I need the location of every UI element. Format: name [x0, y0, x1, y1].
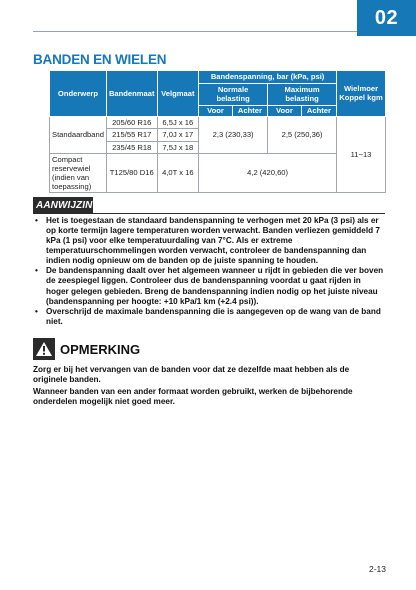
- chapter-tab: 02: [357, 0, 416, 36]
- list-item-text: Het is toegestaan de standaard bandenspanning te verhogen met 20 kPa (3 psi) als er op korte termijn lagere temperaturen worden verwacht. Banden verliezen gemiddeld 7 kPa (1 psi) voor elke temperatuurdaling van 7°C. Als er extreme temperatuurschommelingen worden verwacht, controleer de bandenspanning dan indien nodig opnieuw om de banden op de juiste spanning te houden.: [46, 216, 380, 266]
- note-heading: [33, 338, 140, 360]
- list-item-text: De bandenspanning daalt over het algemeen wanneer u rijdt in gebieden die ver boven de zeespiegel liggen. Controleer dus de bandenspanning voordat u gaat rijden in hoger gelegen gebieden. Breng de bandenspanning indien nodig op het juiste niveau (bandenspanning per hoogte: +10 kPa/1 km (+2.4 psi)).: [46, 266, 384, 306]
- table-row: [50, 153, 386, 192]
- cell-bandenmaat: 215/55 R17: [106, 129, 157, 141]
- warning-divider: [33, 213, 385, 214]
- table-row: [50, 117, 386, 129]
- note-paragraph: Zorg er bij het vervangen van de banden voor dat ze dezelfde maat hebben als de originele banden.: [33, 365, 350, 385]
- header-maximum: Maximum belasting: [268, 84, 337, 106]
- header-achter-normale: Achter: [232, 106, 267, 117]
- cell-compact-spanning: 4,2 (420,60): [199, 153, 337, 192]
- header-velgmaat: Velgmaat: [157, 71, 199, 117]
- cell-maximum-spanning: 2,5 (250,36): [268, 117, 337, 153]
- warning-triangle-icon: [33, 338, 55, 360]
- cell-bandenmaat: 205/60 R16: [106, 117, 157, 129]
- cell-compact-velgmaat: 4,0T x 16: [157, 153, 199, 192]
- list-item: [33, 266, 385, 306]
- bullet-icon: •: [35, 306, 38, 316]
- cell-velgmaat: 7,5J x 18: [157, 141, 199, 153]
- header-voor-maximum: Voor: [268, 106, 302, 117]
- tire-spec-table: [49, 70, 386, 193]
- header-normale: Normale belasting: [199, 84, 268, 106]
- page-number: 2-13: [368, 564, 386, 574]
- cell-bandenmaat: 235/45 R18: [106, 141, 157, 153]
- cell-velgmaat: 7,0J x 17: [157, 129, 199, 141]
- list-item: [33, 307, 385, 327]
- header-bandenspanning: Bandenspanning, bar (kPa, psi): [199, 71, 337, 84]
- list-item-text: Overschrijd de maximale bandenspanning die is aangegeven op de wang van de band niet.: [46, 306, 381, 326]
- cell-normale-spanning: 2,3 (230,33): [199, 117, 268, 153]
- cell-koppel: 11~13: [337, 117, 386, 193]
- note-paragraph: Wanneer banden van een ander formaat worden gebruikt, werken de bijbehorende onderdelen mogelijk niet goed meer.: [33, 387, 353, 407]
- cell-velgmaat: 6,5J x 16: [157, 117, 199, 129]
- top-rule: [33, 31, 361, 32]
- header-voor-normale: Voor: [199, 106, 233, 117]
- cell-standaardband: Standaardband: [50, 117, 107, 153]
- warning-heading: AANWIJZING: [33, 197, 93, 213]
- warning-list: [33, 216, 385, 327]
- section-title: BANDEN EN WIELEN: [33, 52, 167, 67]
- header-wielmoer: Wielmoer Koppel kgm: [337, 71, 386, 117]
- header-onderwerp: Onderwerp: [50, 71, 107, 117]
- cell-compact-bandenmaat: T125/80 D16: [106, 153, 157, 192]
- header-achter-maximum: Achter: [301, 106, 336, 117]
- bullet-icon: •: [35, 266, 38, 276]
- note-title: OPMERKING: [60, 341, 141, 357]
- header-bandenmaat: Bandenmaat: [106, 71, 157, 117]
- cell-compact-reservewiel: Compact reservewiel (indien van toepassing): [50, 153, 107, 192]
- list-item: [33, 216, 385, 266]
- bullet-icon: •: [35, 216, 38, 225]
